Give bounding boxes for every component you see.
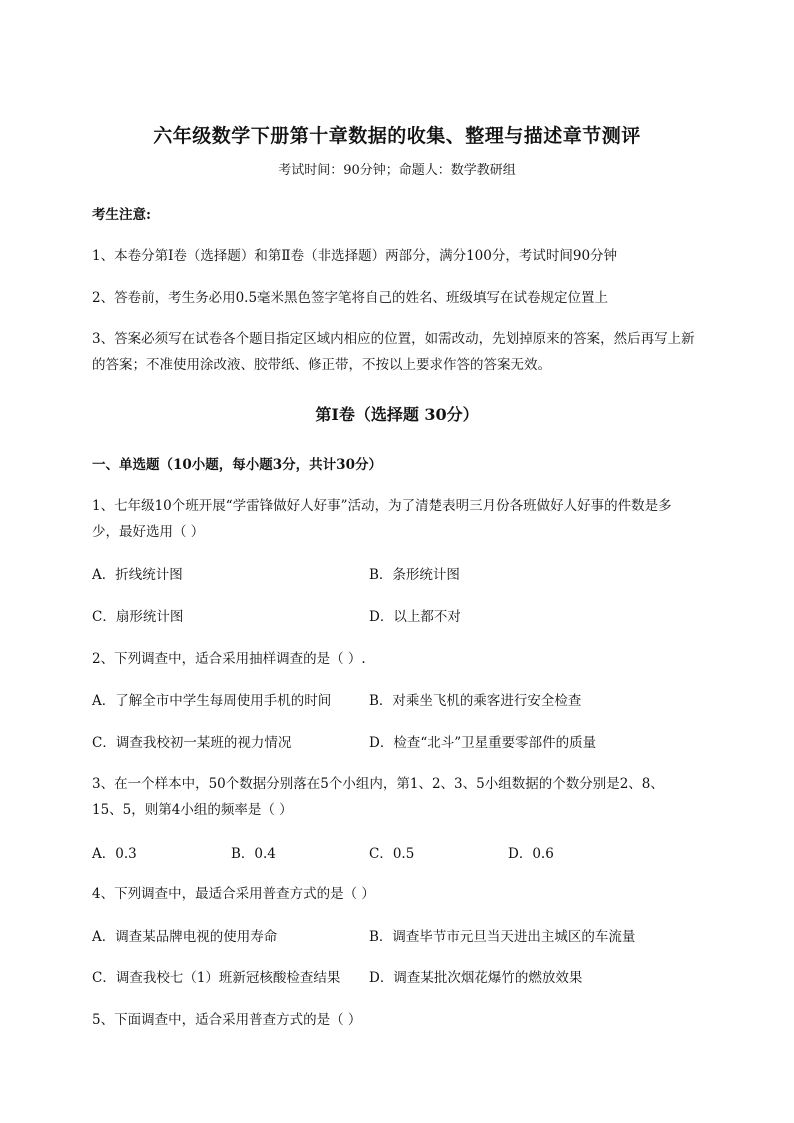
answer-option: A．了解全市中学生每周使用手机的时间 — [92, 693, 332, 709]
answer-option: B．条形统计图 — [369, 567, 460, 583]
answer-option: B．调查毕节市元旦当天进出主城区的车流量 — [369, 929, 636, 945]
question-stem: 4、下列调查中，最适合采用普查方式的是（ ） — [92, 886, 375, 902]
question-stem: 15、5，则第4小组的频率是（ ） — [92, 802, 293, 818]
answer-option: D．调查某批次烟花爆竹的燃放效果 — [369, 970, 583, 986]
answer-option: A．调查某品牌电视的使用寿命 — [92, 929, 278, 945]
question-stem: 少，最好选用（ ） — [92, 524, 205, 540]
part-heading: 一、单选题（10小题，每小题3分，共计30分） — [92, 457, 382, 473]
answer-option: D．0.6 — [508, 846, 554, 862]
answer-option: A．折线统计图 — [92, 567, 183, 583]
question-stem: 5、下面调查中，适合采用普查方式的是（ ） — [92, 1012, 362, 1028]
answer-option: C．调查我校初一某班的视力情况 — [92, 735, 292, 751]
question-stem: 2、下列调查中，适合采用抽样调查的是（ ）. — [92, 651, 366, 667]
notice-item: 的答案；不准使用涂改液、胶带纸、修正带，不按以上要求作答的答案无效。 — [92, 357, 551, 373]
answer-option: B．对乘坐飞机的乘客进行安全检查 — [369, 693, 582, 709]
answer-option: C．0.5 — [369, 846, 415, 862]
question-stem: 1、七年级10个班开展“学雷锋做好人好事”活动，为了清楚表明三月份各班做好人好事的件数是多 — [92, 498, 672, 514]
answer-option: C．调查我校七（1）班新冠核酸检查结果 — [92, 970, 341, 986]
notice-item: 1、本卷分第I卷（选择题）和第Ⅱ卷（非选择题）两部分，满分100分，考试时间90分钟 — [92, 248, 618, 264]
question-stem: 3、在一个样本中，50个数据分别落在5个小组内，第1、2、3、5小组数据的个数分别是2、8、 — [92, 776, 664, 792]
answer-option: A．0.3 — [92, 846, 137, 862]
answer-option: B．0.4 — [231, 846, 276, 862]
answer-option: D．检查“北斗”卫星重要零部件的质量 — [369, 735, 597, 751]
notice-heading: 考生注意: — [92, 207, 151, 223]
notice-item: 3、答案必须写在试卷各个题目指定区域内相应的位置，如需改动，先划掉原来的答案，然后再写上新 — [92, 331, 695, 347]
answer-option: D．以上都不对 — [369, 609, 461, 625]
notice-item: 2、答卷前，考生务必用0.5毫米黑色签字笔将自己的姓名、班级填写在试卷规定位置上 — [92, 290, 609, 306]
page-title: 六年级数学下册第十章数据的收集、整理与描述章节测评 — [153, 125, 641, 147]
answer-option: C．扇形统计图 — [92, 609, 184, 625]
page-subtitle: 考试时间：90分钟；命题人：数学教研组 — [278, 163, 516, 178]
section-title: 第I卷（选择题 30分） — [315, 405, 479, 424]
